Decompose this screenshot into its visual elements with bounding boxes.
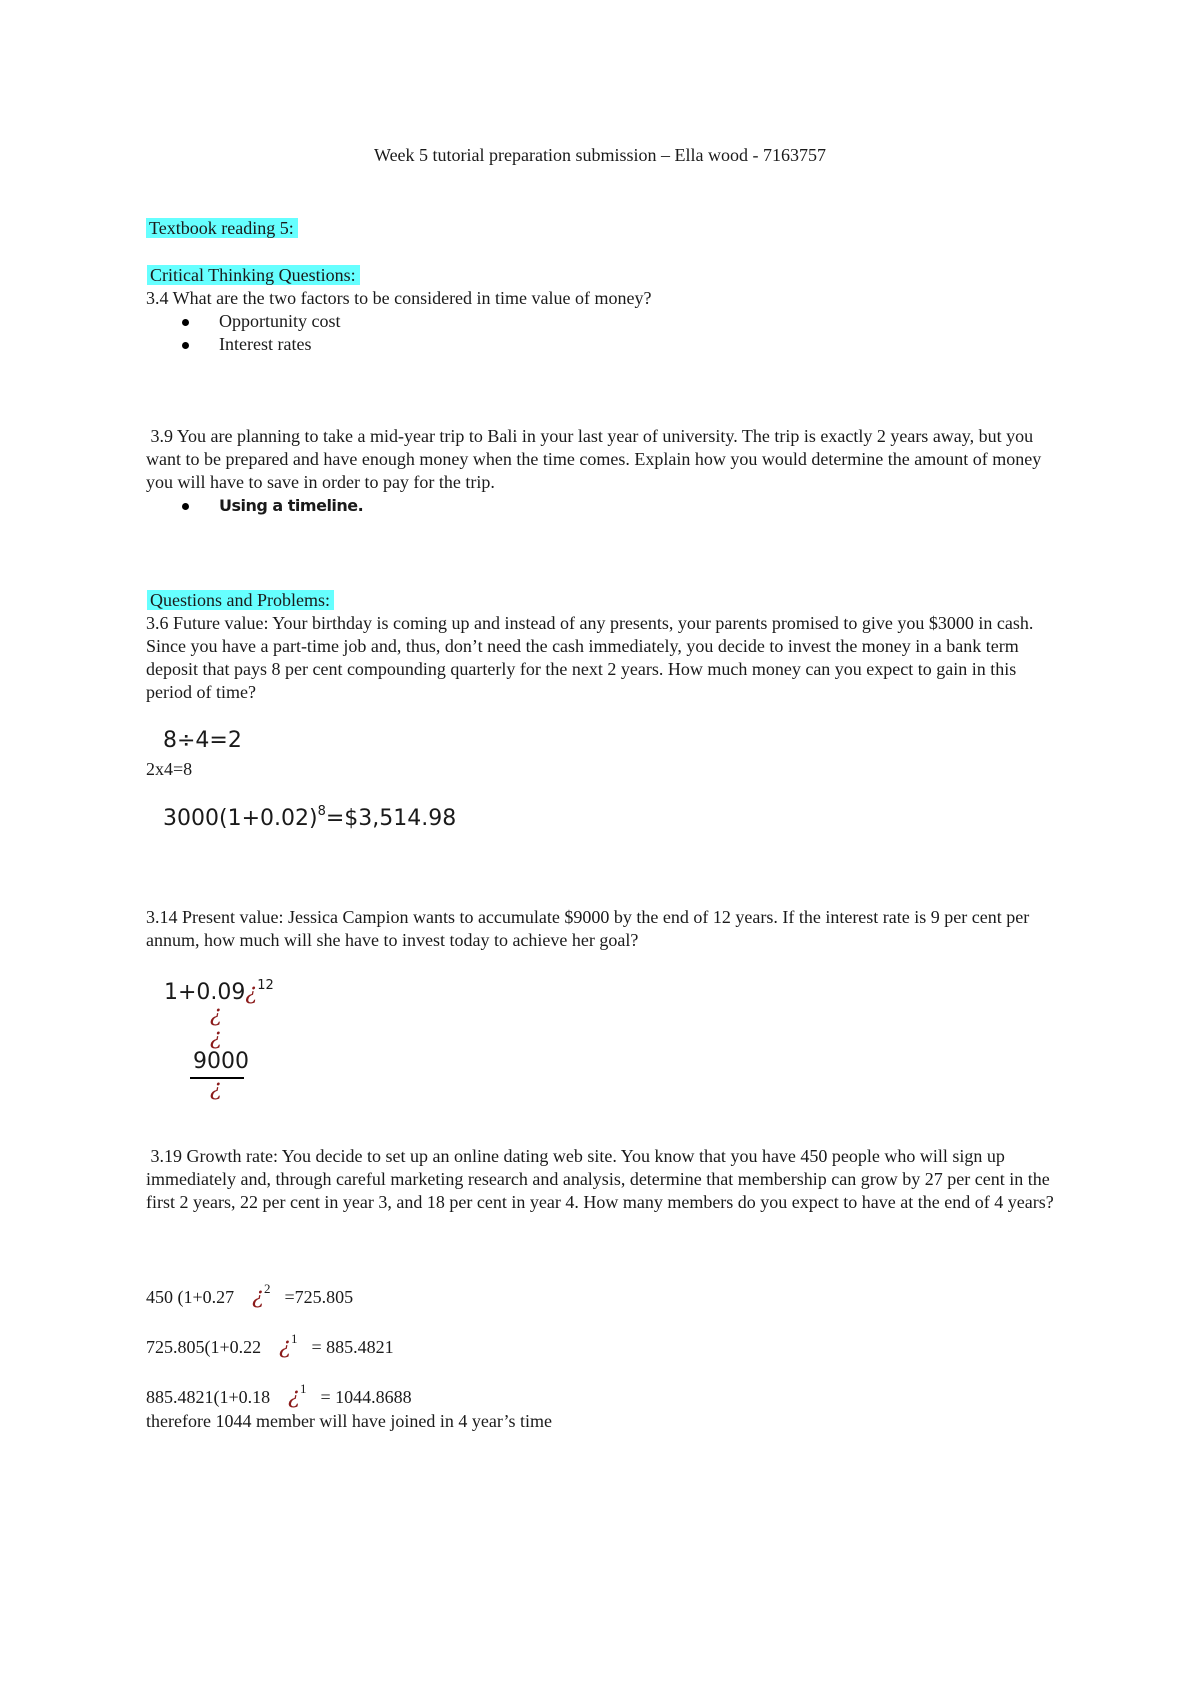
bullet-icon — [182, 342, 189, 349]
question-3-4-answers — [146, 310, 341, 356]
growth-calc-line-1 — [146, 1281, 354, 1310]
equation-exponent: 8 — [317, 804, 326, 819]
answer-item — [146, 310, 341, 333]
question-3-14: 3.14 Present value: Jessica Campion wants to accumulate $9000 by the end of 12 years. If the interest rate is 9 per cent per annum, how much will she have to invest today to achieve her goal? — [146, 907, 1030, 950]
answer-text: Interest rates — [219, 334, 312, 354]
answer-item — [146, 494, 363, 517]
placeholder-glyph: ¿ — [288, 1384, 300, 1409]
equation-exponent: 12 — [257, 978, 274, 993]
placeholder-glyph: ¿ — [210, 1076, 222, 1101]
equation-result: =$3,514.98 — [325, 806, 457, 831]
document-title: Week 5 tutorial preparation submission – Ella wood - 7163757 — [374, 145, 826, 165]
question-3-19: 3.19 Growth rate: You decide to set up an online dating web site. You know that you have 450 people who will sign up immediately and, through careful marketing research and analysis, determine that membership can grow by 27 per cent in the first 2 years, 22 per cent in year 3, and 18 per cent in year 4. How many members do you expect to have at the end of 4 years? — [146, 1146, 1055, 1212]
calc-lhs: 885.4821(1+0.18 — [146, 1387, 271, 1407]
placeholder-glyph: ¿ — [279, 1334, 291, 1359]
answer-item — [146, 333, 341, 356]
calc-exponent: 2 — [263, 1281, 271, 1296]
calc-lhs: 450 (1+0.27 — [146, 1287, 235, 1307]
problems-heading-text: Questions and Problems: — [147, 590, 334, 610]
equation-3-6-step-3 — [163, 806, 456, 831]
growth-calc-line-3 — [146, 1381, 412, 1410]
calc-rhs: =725.805 — [284, 1287, 354, 1307]
problems-heading — [147, 589, 334, 612]
calc-rhs: = 885.4821 — [311, 1337, 394, 1357]
question-3-6: 3.6 Future value: Your birthday is coming up and instead of any presents, your parents promised to give you $3000 in cash. Since you have a part-time job and, thus, don’t need the cash immediately, you decide to invest the money in a bank term deposit that pays 8 per cent compounding quarterly for the next 2 years. How much money can you expect to gain in this period of time? — [146, 613, 1034, 702]
answer-text: Using a timeline. — [219, 496, 364, 515]
equation-3-6-step-1: 8÷4=2 — [163, 728, 242, 753]
answer-text: Opportunity cost — [219, 311, 341, 331]
equation-3-6-step-2: 2x4=8 — [146, 759, 193, 779]
calc-lhs: 725.805(1+0.22 — [146, 1337, 262, 1357]
textbook-heading-text: Textbook reading 5: — [146, 218, 298, 238]
placeholder-glyph: ¿ — [245, 980, 258, 1005]
placeholder-glyph: ¿ — [210, 1002, 222, 1027]
question-3-4: 3.4 What are the two factors to be considered in time value of money? — [146, 288, 652, 308]
calc-rhs: = 1044.8688 — [320, 1387, 412, 1407]
bullet-icon — [182, 319, 189, 326]
calc-exponent: 1 — [299, 1381, 307, 1396]
question-3-9: 3.9 You are planning to take a mid-year trip to Bali in your last year of university. The trip is exactly 2 years away, but you want to be prepared and have enough money when the time comes. Explain how you would determine the amount of money you will have to save in order to pay for the trip. — [146, 426, 1046, 492]
equation-base: 1+0.09 — [164, 980, 246, 1005]
question-3-9-answers — [146, 494, 363, 517]
critical-thinking-heading — [147, 264, 360, 287]
critical-thinking-heading-text: Critical Thinking Questions: — [147, 265, 360, 285]
fraction-numerator: 9000 — [193, 1049, 249, 1074]
equation-base: 3000(1+0.02) — [163, 806, 318, 831]
growth-conclusion: therefore 1044 member will have joined in 4 year’s time — [146, 1411, 553, 1431]
placeholder-glyph: ¿ — [210, 1025, 222, 1050]
growth-calc-line-2 — [146, 1331, 394, 1360]
placeholder-glyph: ¿ — [252, 1284, 264, 1309]
textbook-heading — [146, 217, 298, 240]
bullet-icon — [182, 503, 189, 510]
calc-exponent: 1 — [290, 1331, 298, 1346]
